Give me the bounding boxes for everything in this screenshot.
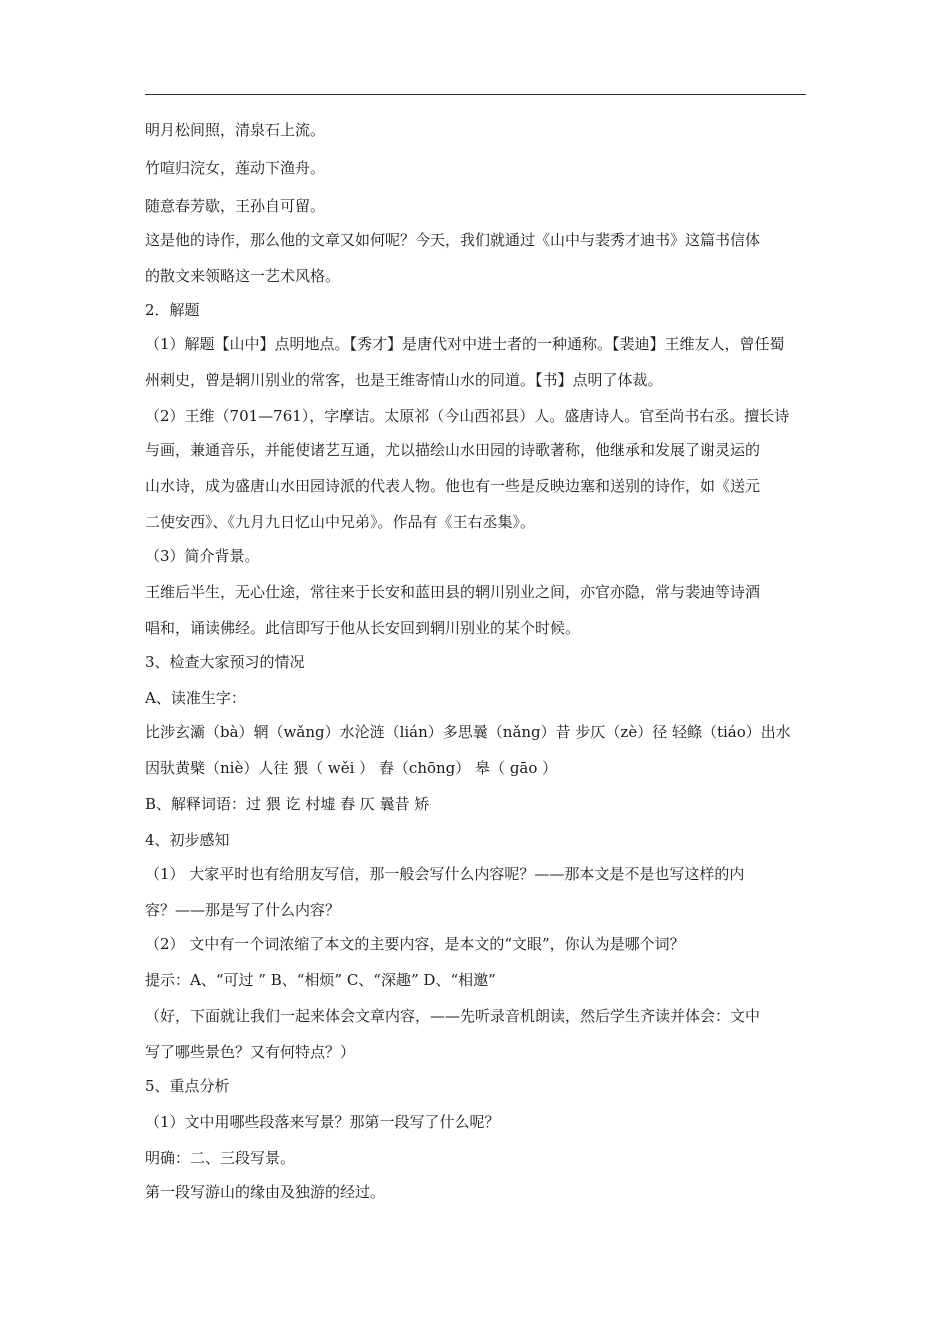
text-line: 随意春芳歇，王孙自可留。 xyxy=(145,197,326,215)
text-line: 王维后半生，无心仕途，常往来于长安和蓝田县的辋川别业之间，亦官亦隐，常与裴迪等诗酒 xyxy=(145,583,761,601)
text-line: 提示：A、“可过 ” B、“相烦” C、“深趣” D、“相邀” xyxy=(145,971,496,989)
text-line: （2）王维（701—761），字摩诘。太原祁（今山西祁县）人。盛唐诗人。官至尚书右丞。擅长诗 xyxy=(145,407,790,425)
text-line: 的散文来领略这一艺术风格。 xyxy=(145,267,341,285)
text-line: 二使安西》、《九月九日忆山中兄弟》。作品有《王右丞集》。 xyxy=(145,513,536,531)
header-rule xyxy=(145,94,806,95)
text-line: 明确：二、三段写景。 xyxy=(145,1149,296,1167)
text-line: （1）文中用哪些段落来写景？那第一段写了什么呢？ xyxy=(145,1113,500,1131)
text-line: 唱和，诵读佛经。此信即写于他从长安回到辋川别业的某个时候。 xyxy=(145,619,581,637)
text-line: 比涉玄灞（bà）辋（wǎng）水沦涟（lián）多思曩（nǎng）昔 步仄（zè）径 轻鲦（tiáo）出水 xyxy=(145,723,791,741)
text-line: 明月松间照，清泉石上流。 xyxy=(145,121,326,139)
text-line: （1） 大家平时也有给朋友写信，那一般会写什么内容呢？——那本文是不是也写这样的内 xyxy=(145,865,745,883)
text-line: 2．解题 xyxy=(145,301,200,319)
text-line: （1）解题【山中】点明地点。【秀才】是唐代对中进士者的一种通称。【裴迪】王维友人，曾任蜀 xyxy=(145,335,785,353)
text-line: 山水诗，成为盛唐山水田园诗派的代表人物。他也有一些是反映边塞和送别的诗作，如《送元 xyxy=(145,477,761,495)
text-line: B、解释词语：过 猥 讫 村墟 舂 仄 曩昔 矫 xyxy=(145,795,430,813)
text-line: 写了哪些景色？又有何特点？） xyxy=(145,1043,356,1061)
text-line: 4、初步感知 xyxy=(145,831,230,849)
text-line: 与画，兼通音乐，并能使诸艺互通，尤以描绘山水田园的诗歌著称，他继承和发展了谢灵运的 xyxy=(145,441,761,459)
text-line: 容？——那是写了什么内容？ xyxy=(145,901,341,919)
text-line: 州刺史，曾是辋川别业的常客，也是王维寄情山水的同道。【书】点明了体裁。 xyxy=(145,371,663,389)
text-line: 竹喧归浣女，莲动下渔舟。 xyxy=(145,159,326,177)
text-line: 因驮黄檗（niè）人往 猥（ wěi ） 舂（chōng） 皋（ ɡāo ） xyxy=(145,759,558,777)
text-line: 这是他的诗作，那么他的文章又如何呢？今天，我们就通过《山中与裴秀才迪书》这篇书信体 xyxy=(145,231,761,249)
text-line: （3）简介背景。 xyxy=(145,547,260,565)
text-line: A、读准生字： xyxy=(145,689,246,707)
text-line: 3、检查大家预习的情况 xyxy=(145,653,305,671)
text-line: 5、重点分析 xyxy=(145,1077,230,1095)
text-line: 第一段写游山的缘由及独游的经过。 xyxy=(145,1183,386,1201)
text-line: （2） 文中有一个词浓缩了本文的主要内容，是本文的“文眼”，你认为是哪个词？ xyxy=(145,935,685,953)
text-line: （好，下面就让我们一起来体会文章内容，——先听录音机朗读，然后学生齐读并体会：文中 xyxy=(145,1007,761,1025)
